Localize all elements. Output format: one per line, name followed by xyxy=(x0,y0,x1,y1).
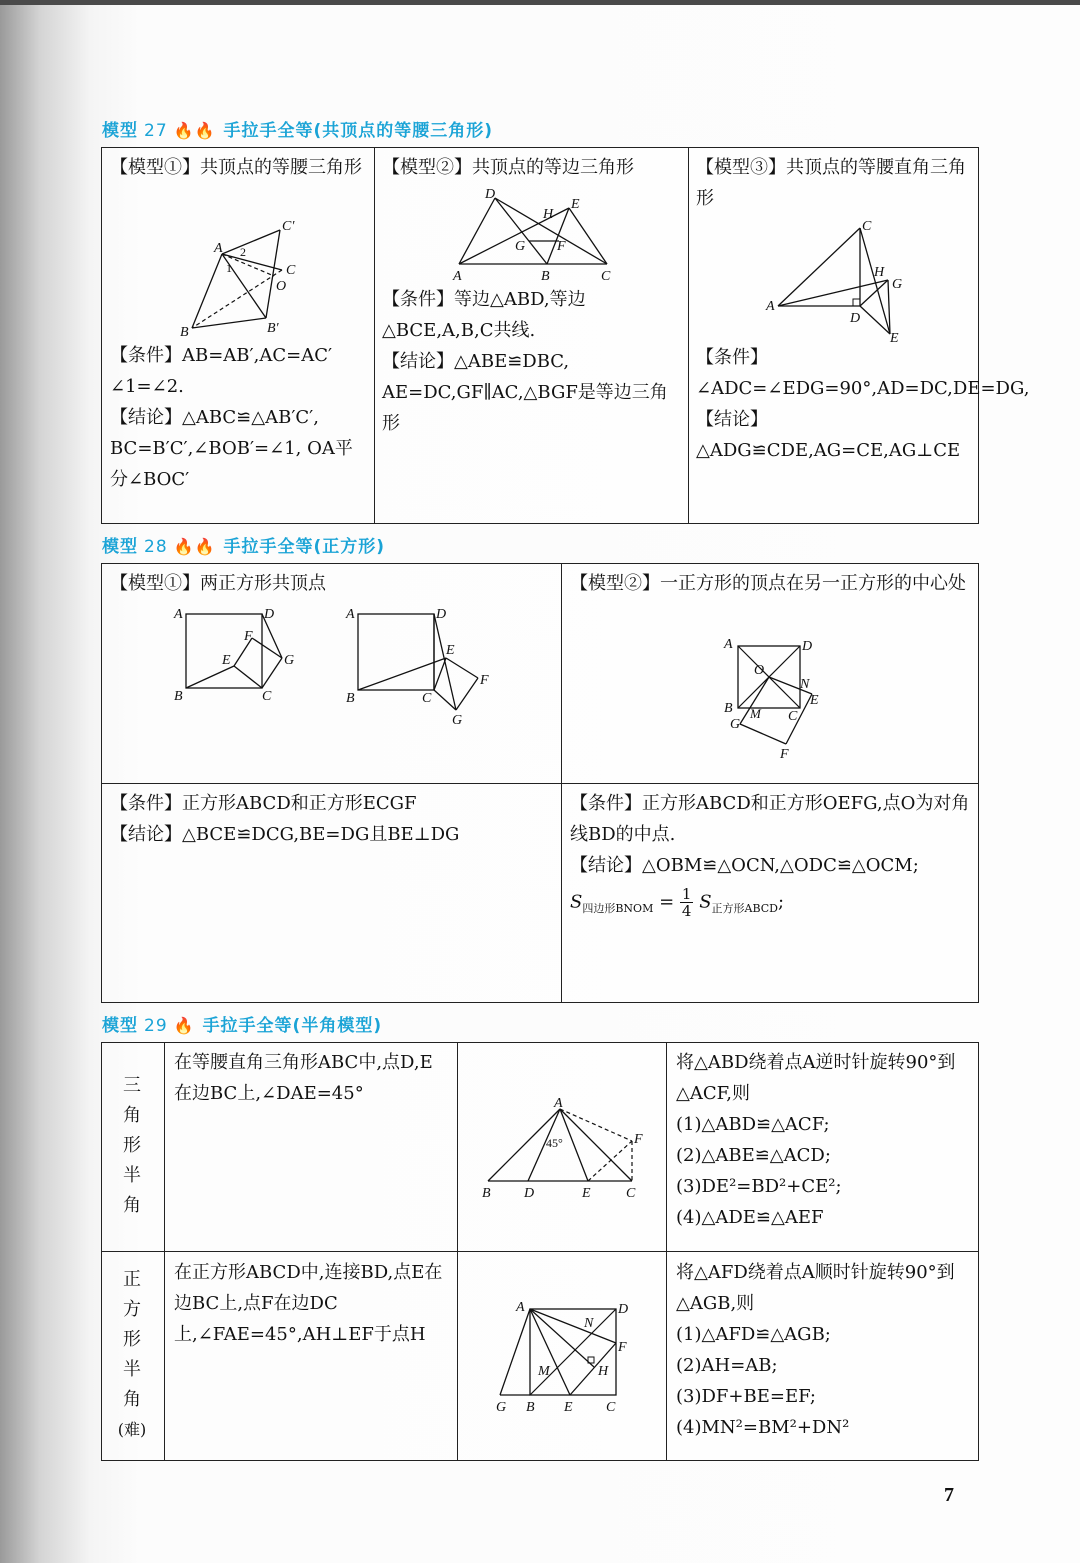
svg-text:C: C xyxy=(601,269,611,284)
svg-text:D: D xyxy=(264,607,275,622)
model27-cell3-conclusion: 【结论】△ADG≌CDE,AG=CE,AG⊥CE xyxy=(696,409,961,461)
svg-text:N: N xyxy=(800,677,810,692)
model27-cell1-conclusion: 【结论】△ABC≌△AB′C′, BC=B′C′,∠BOB′=∠1, OA平分∠BOC′ xyxy=(110,407,353,490)
row1-result: 将△ABD绕着点A逆时针旋转90°到△ACF,则 (1)△ABD≌△ACF; (2)△ABE≌△ACD; (3)DE²=BD²+CE²; (4)△ADE≌△AEF xyxy=(676,1052,956,1228)
svg-text:O: O xyxy=(276,279,287,294)
svg-text:1: 1 xyxy=(226,261,232,275)
flame-icon: 🔥 xyxy=(173,1016,195,1035)
svg-text:A: A xyxy=(453,269,462,284)
svg-text:A: A xyxy=(174,607,183,622)
model-27-title: 模型 27 🔥🔥 手拉手全等(共顶点的等腰三角形) xyxy=(102,121,494,141)
svg-text:C: C xyxy=(422,691,432,706)
svg-text:A: A xyxy=(766,299,775,314)
svg-text:F: F xyxy=(557,239,566,254)
svg-text:B: B xyxy=(541,269,550,284)
svg-text:D: D xyxy=(618,1302,629,1317)
svg-text:A: A xyxy=(554,1096,563,1111)
model28-area-formula: $S_{四边形BNOM}$ = $\frac{1}{4}$ $S_{正方形ABCD}$; xyxy=(570,885,785,920)
row2-label: 正 方 形 半 角 (难) xyxy=(117,1269,147,1439)
svg-text:B′: B′ xyxy=(267,321,279,336)
svg-text:H: H xyxy=(543,207,554,222)
svg-text:B: B xyxy=(724,701,733,716)
model28-figure2a xyxy=(338,600,498,730)
model27-cell3-heading: 【模型③】共顶点的等腰直角三角形 xyxy=(696,157,966,209)
model-28-table xyxy=(101,563,979,1003)
model27-cell3-condition: 【条件】∠ADC=∠EDG=90°,AD=DC,DE=DG, xyxy=(696,347,1030,399)
svg-text:F: F xyxy=(244,629,253,644)
model27-figure3 xyxy=(762,214,912,344)
svg-text:A: A xyxy=(724,637,733,652)
model27-cell1-heading: 【模型①】共顶点的等腰三角形 xyxy=(110,157,362,178)
model27-figure2 xyxy=(447,184,617,284)
svg-text:2: 2 xyxy=(240,245,246,259)
svg-text:F: F xyxy=(618,1340,627,1355)
svg-text:B: B xyxy=(180,325,189,338)
svg-text:G: G xyxy=(892,277,903,292)
row1-figure xyxy=(476,1091,656,1211)
model27-cell2-conclusion: 【结论】△ABE≌DBC, AE=DC,GF∥AC,△BGF是等边三角形 xyxy=(382,351,668,434)
svg-text:E: E xyxy=(890,331,899,344)
model27-cell2-heading: 【模型②】共顶点的等边三角形 xyxy=(382,157,634,178)
model27-cell2-condition: 【条件】等边△ABD,等边△BCE,A,B,C共线. xyxy=(382,289,586,341)
svg-text:M: M xyxy=(538,1364,550,1379)
model-27-table xyxy=(101,147,1030,524)
model28-cell1-condition: 【条件】正方形ABCD和正方形ECGF xyxy=(110,793,417,814)
model-29-title: 模型 29 🔥 手拉手全等(半角模型) xyxy=(102,1016,383,1036)
svg-text:C′: C′ xyxy=(282,219,295,234)
svg-text:B: B xyxy=(526,1400,535,1415)
svg-text:G: G xyxy=(496,1400,507,1415)
model28-cell2-conclusion: 【结论】△OBM≌△OCN,△ODC≌△OCM; xyxy=(570,855,919,876)
model27-cell1-condition: 【条件】AB=AB′,AC=AC′ ∠1=∠2. xyxy=(110,345,333,397)
svg-text:O: O xyxy=(754,663,765,678)
page-number: 7 xyxy=(944,1484,954,1506)
svg-text:C: C xyxy=(788,709,798,724)
svg-text:45°: 45° xyxy=(546,1136,563,1150)
svg-text:C: C xyxy=(626,1186,636,1201)
svg-text:C: C xyxy=(286,263,296,278)
row2-setup: 在正方形ABCD中,连接BD,点E在边BC上,点F在边DC上,∠FAE=45°,AH⊥EF于点H xyxy=(174,1262,443,1345)
model28-cell1-heading: 【模型①】两正方形共顶点 xyxy=(110,573,326,594)
flame-icon: 🔥🔥 xyxy=(173,121,216,140)
row2-result: 将△AFD绕着点A顺时针旋转90°到△AGB,则 (1)△AFD≌△AGB; (2)AH=AB; (3)DF+BE=EF; (4)MN²=BM²+DN² xyxy=(676,1262,955,1438)
model28-figure3 xyxy=(714,632,844,762)
svg-text:H: H xyxy=(874,265,885,280)
row1-setup: 在等腰直角三角形ABC中,点D,E在边BC上,∠DAE=45° xyxy=(174,1052,433,1104)
svg-text:G: G xyxy=(284,653,295,668)
svg-text:E: E xyxy=(222,653,231,668)
svg-text:N: N xyxy=(584,1316,594,1331)
svg-text:B: B xyxy=(346,691,355,706)
svg-text:B: B xyxy=(482,1186,491,1201)
model-28-title: 模型 28 🔥🔥 手拉手全等(正方形) xyxy=(102,537,386,557)
model28-cell2-condition: 【条件】正方形ABCD和正方形OEFG,点O为对角线BD的中点. xyxy=(570,793,970,845)
svg-text:A: A xyxy=(516,1300,525,1315)
flame-icon: 🔥🔥 xyxy=(173,537,216,556)
svg-text:C: C xyxy=(606,1400,616,1415)
svg-text:E: E xyxy=(571,197,580,212)
top-edge-bar xyxy=(0,0,1080,5)
svg-text:D: D xyxy=(850,311,861,326)
svg-text:G: G xyxy=(452,713,463,728)
model28-figure1a xyxy=(166,600,306,700)
svg-text:C: C xyxy=(862,219,872,234)
svg-text:E: E xyxy=(446,643,455,658)
svg-text:F: F xyxy=(634,1132,643,1147)
model-29-table xyxy=(101,1042,979,1461)
svg-text:E: E xyxy=(582,1186,591,1201)
model28-cell2-heading: 【模型②】一正方形的顶点在另一正方形的中心处 xyxy=(570,573,966,594)
svg-text:E: E xyxy=(810,693,819,708)
row2-figure xyxy=(486,1295,646,1425)
svg-text:C: C xyxy=(262,689,272,700)
svg-text:G: G xyxy=(730,717,741,732)
svg-text:G: G xyxy=(515,239,526,254)
svg-text:D: D xyxy=(524,1186,535,1201)
svg-text:E: E xyxy=(564,1400,573,1415)
row1-label: 三 角 形 半 角 xyxy=(123,1075,141,1216)
svg-text:D: D xyxy=(436,607,447,622)
svg-text:H: H xyxy=(598,1364,609,1379)
svg-text:F: F xyxy=(480,673,489,688)
svg-text:M: M xyxy=(750,706,761,721)
svg-text:D: D xyxy=(485,187,496,202)
model28-cell1-conclusion: 【结论】△BCE≌DCG,BE=DG且BE⊥DG xyxy=(110,824,460,845)
model27-figure1 xyxy=(174,208,314,338)
svg-text:B: B xyxy=(174,689,183,700)
svg-text:A: A xyxy=(346,607,355,622)
svg-text:D: D xyxy=(802,639,813,654)
svg-text:F: F xyxy=(780,747,789,762)
svg-text:A: A xyxy=(214,241,223,256)
